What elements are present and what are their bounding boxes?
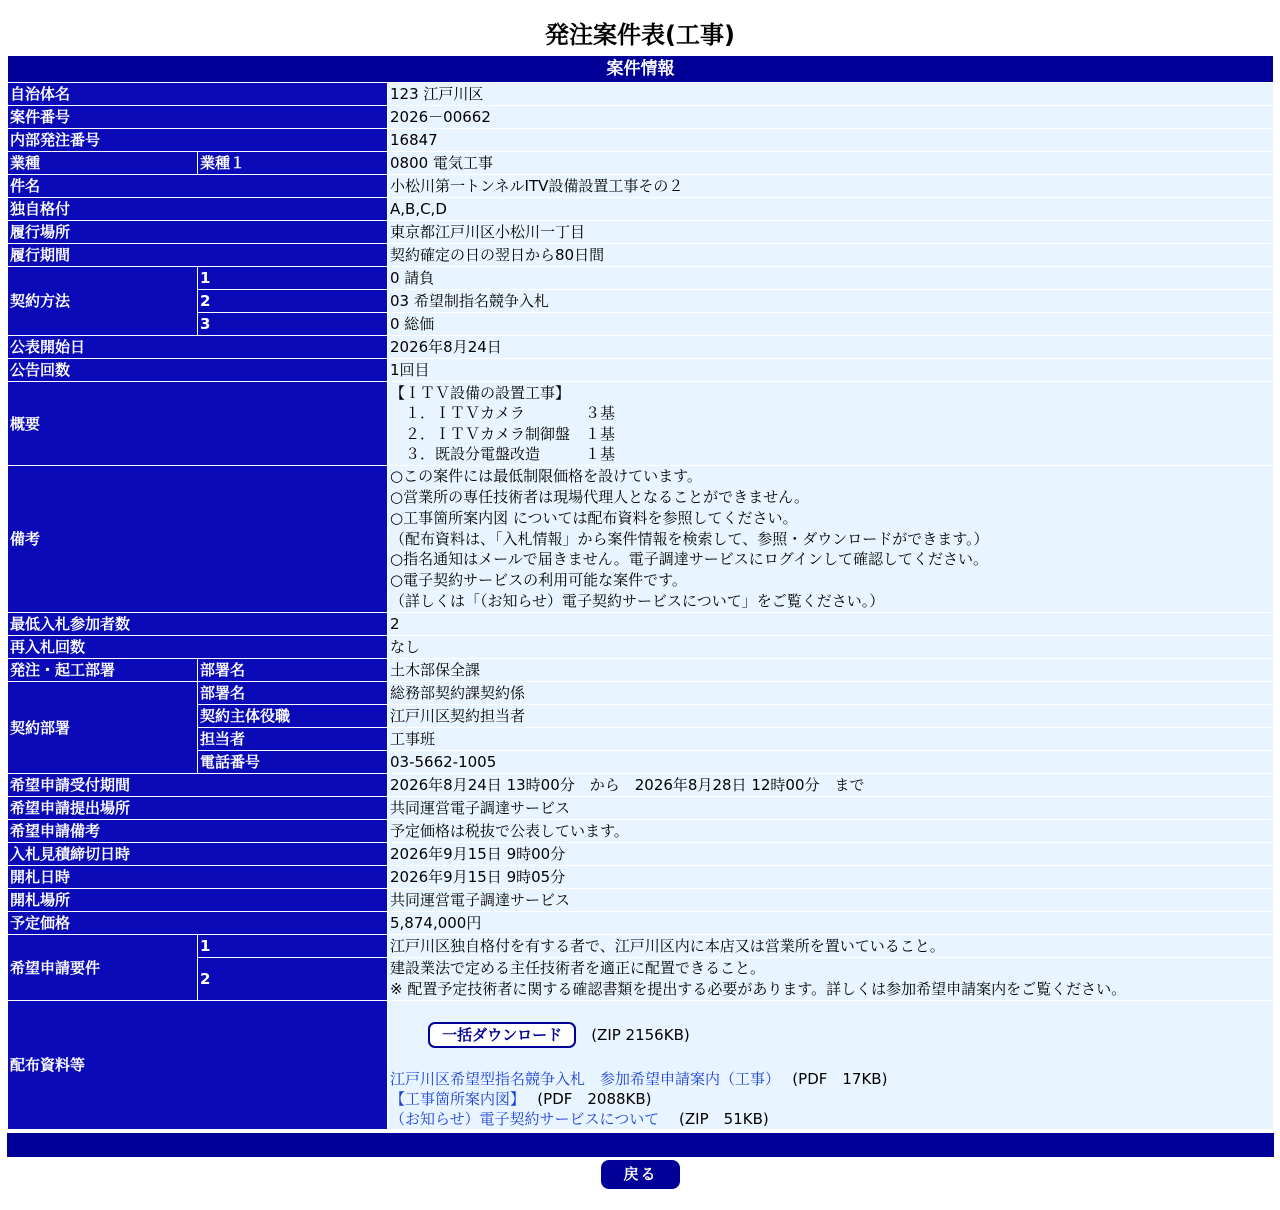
- file-size: (ZIP 51KB): [679, 1110, 769, 1128]
- value-hoho-2: 03 希望制指名競争入札: [388, 290, 1274, 313]
- sublabel-hatchu-busho: 部署名: [198, 659, 388, 682]
- back-button[interactable]: 戻る: [601, 1160, 680, 1189]
- label-yotei: 予定価格: [8, 912, 388, 935]
- case-info-table: [7, 55, 1274, 1130]
- file-link[interactable]: （お知らせ）電子契約サービスについて: [390, 1110, 660, 1128]
- value-uketsuke: 2026年8月24日 13時00分 から 2026年8月28日 12時00分 まで: [388, 774, 1274, 797]
- page-title: 発注案件表(工事): [545, 21, 735, 49]
- value-keiyaku-3: 工事班: [388, 728, 1274, 751]
- label-gaiyo: 概要: [8, 382, 388, 466]
- label-saitei: 最低入札参加者数: [8, 613, 388, 636]
- value-yoken-2: 建設業法で定める主任技術者を適正に配置できること。 ※ 配置予定技術者に関する確認書類を提出する必要があります。詳しくは参加希望申請案内をご覧ください。: [388, 958, 1274, 1001]
- value-anken-no: 2026－00662: [388, 106, 1274, 129]
- file-size: (PDF 2088KB): [537, 1090, 652, 1108]
- label-kaisatsu: 開札日時: [8, 866, 388, 889]
- sublabel-gyoshu: 業種１: [198, 152, 388, 175]
- label-kokoku: 公告回数: [8, 359, 388, 382]
- label-kenmei: 件名: [8, 175, 388, 198]
- value-yoken-1: 江戸川区独自格付を有する者で、江戸川区内に本店又は営業所を置いていること。: [388, 935, 1274, 958]
- value-kenmei: 小松川第一トンネルITV設備設置工事その２: [388, 175, 1274, 198]
- bulk-download-button[interactable]: 一括ダウンロード: [428, 1022, 576, 1048]
- value-dokuji: A,B,C,D: [388, 198, 1274, 221]
- value-gyoshu: 0800 電気工事: [388, 152, 1274, 175]
- sublabel-keiyaku-3: 担当者: [198, 728, 388, 751]
- sublabel-keiyaku-1: 部署名: [198, 682, 388, 705]
- value-keiyaku-1: 総務部契約課契約係: [388, 682, 1274, 705]
- value-hatchu-busho: 土木部保全課: [388, 659, 1274, 682]
- value-kohyo: 2026年8月24日: [388, 336, 1274, 359]
- footer-bar: [7, 1133, 1274, 1157]
- value-jichitai: 123 江戸川区: [388, 83, 1274, 106]
- label-teishutsu: 希望申請提出場所: [8, 797, 388, 820]
- label-uketsuke: 希望申請受付期間: [8, 774, 388, 797]
- sublabel-hoho-2: 2: [198, 290, 388, 313]
- label-haifu: 配布資料等: [8, 1001, 388, 1130]
- label-kaisatsu-basho: 開札場所: [8, 889, 388, 912]
- file-link[interactable]: 【工事箇所案内図】: [390, 1090, 518, 1108]
- label-biko: 備考: [8, 466, 388, 613]
- value-gaiyo: 【ＩＴＶ設備の設置工事】 １．ＩＴＶカメラ ３基 ２．ＩＴＶカメラ制御盤 １基 ３．既設分電盤改造 １基: [388, 382, 1274, 466]
- sublabel-yoken-1: 1: [198, 935, 388, 958]
- value-shinsei-biko: 予定価格は税抜で公表しています。: [388, 820, 1274, 843]
- value-sainyu: なし: [388, 636, 1274, 659]
- value-kaisatsu-basho: 共同運営電子調達サービス: [388, 889, 1274, 912]
- value-hoho-3: 0 総価: [388, 313, 1274, 336]
- value-naibu-no: 16847: [388, 129, 1274, 152]
- label-yoken: 希望申請要件: [8, 935, 198, 1001]
- bulk-download-size: (ZIP 2156KB): [591, 1026, 690, 1044]
- label-kohyo: 公表開始日: [8, 336, 388, 359]
- sublabel-hoho-1: 1: [198, 267, 388, 290]
- value-hoho-1: 0 請負: [388, 267, 1274, 290]
- label-jichitai: 自治体名: [8, 83, 388, 106]
- file-size: (PDF 17KB): [792, 1070, 888, 1088]
- label-dokuji: 独自格付: [8, 198, 388, 221]
- sublabel-yoken-2: 2: [198, 958, 388, 1001]
- value-yotei: 5,874,000円: [388, 912, 1274, 935]
- sublabel-hoho-3: 3: [198, 313, 388, 336]
- value-biko: ○この案件には最低制限価格を設けています。 ○営業所の専任技術者は現場代理人となることができません。 ○工事箇所案内図 については配布資料を参照してください。 （配布資料は、「入札情報」から案件情報を検索して、参照・ダウンロードができます。） ○指名通知はメールで届きません。電子調達サービスにログインして確認してください。 ○電子契約サービスの利用可能な案件です。 （詳しくは「（お知らせ）電子契約サービスについて」をご覧ください。）: [388, 466, 1274, 613]
- value-keiyaku-2: 江戸川区契約担当者: [388, 705, 1274, 728]
- value-kaisatsu: 2026年9月15日 9時05分: [388, 866, 1274, 889]
- label-hoho: 契約方法: [8, 267, 198, 336]
- value-kokoku: 1回目: [388, 359, 1274, 382]
- sublabel-keiyaku-4: 電話番号: [198, 751, 388, 774]
- label-anken-no: 案件番号: [8, 106, 388, 129]
- label-kikan: 履行期間: [8, 244, 388, 267]
- label-shimekiri: 入札見積締切日時: [8, 843, 388, 866]
- label-naibu-no: 内部発注番号: [8, 129, 388, 152]
- label-hatchu-busho: 発注・起工部署: [8, 659, 198, 682]
- value-keiyaku-4: 03-5662-1005: [388, 751, 1274, 774]
- value-kikan: 契約確定の日の翌日から80日間: [388, 244, 1274, 267]
- label-gyoshu: 業種: [8, 152, 198, 175]
- value-haifu: [388, 1001, 1274, 1130]
- value-shimekiri: 2026年9月15日 9時00分: [388, 843, 1274, 866]
- label-shinsei-biko: 希望申請備考: [8, 820, 388, 843]
- label-basho: 履行場所: [8, 221, 388, 244]
- value-saitei: 2: [388, 613, 1274, 636]
- value-teishutsu: 共同運営電子調達サービス: [388, 797, 1274, 820]
- file-link[interactable]: 江戸川区希望型指名競争入札 参加希望申請案内（工事）: [390, 1070, 773, 1088]
- label-keiyaku-busho: 契約部署: [8, 682, 198, 774]
- sublabel-keiyaku-2: 契約主体役職: [198, 705, 388, 728]
- label-sainyu: 再入札回数: [8, 636, 388, 659]
- section-header: 案件情報: [8, 56, 1274, 83]
- value-basho: 東京都江戸川区小松川一丁目: [388, 221, 1274, 244]
